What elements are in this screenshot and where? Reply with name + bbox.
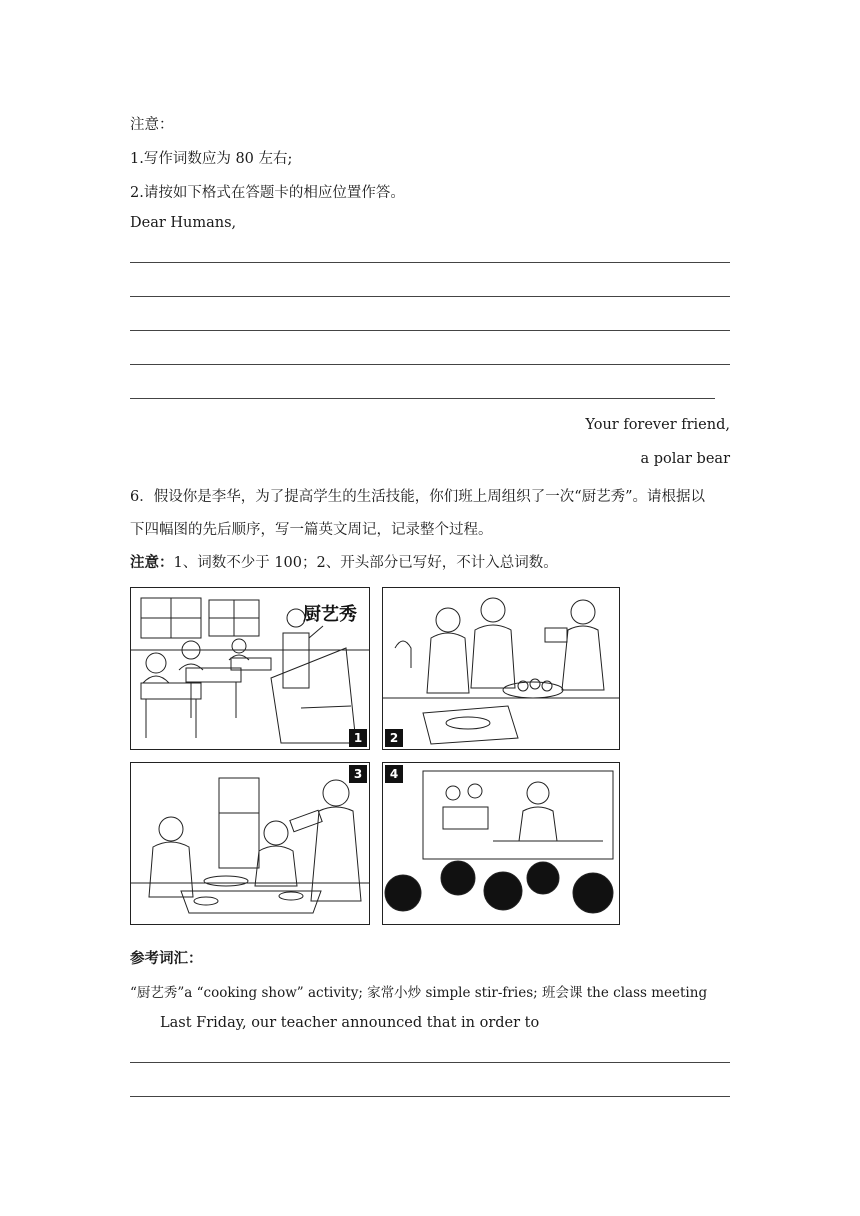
question-6-prompt-line-1: 6．假设你是李华，为了提高学生的生活技能，你们班上周组织了一次“厨艺秀”。请根据以 <box>130 489 706 505</box>
answer-line[interactable] <box>130 330 730 331</box>
panel-number-1: 1 <box>349 729 367 747</box>
panel-number-4: 4 <box>385 765 403 783</box>
vocab-line: “厨艺秀”a “cooking show” activity; 家常小炒 simple stir-fries; 班会课 the class meeting <box>130 985 708 1001</box>
answer-line[interactable] <box>130 398 715 399</box>
cooking-scene-icon <box>383 588 619 749</box>
rule-2: 2.请按如下格式在答题卡的相应位置作答。 <box>130 185 405 201</box>
signature: a polar bear <box>640 451 730 467</box>
note-label: 注意： <box>130 117 174 133</box>
answer-line[interactable] <box>130 296 730 297</box>
answer-line[interactable] <box>130 1062 730 1063</box>
note-text: 1、词数不少于 100；2、开头部分已写好，不计入总词数。 <box>173 555 558 571</box>
illustration-panel-4 <box>382 762 620 925</box>
illustration-panel-3 <box>130 762 370 925</box>
rule-1: 1.写作词数应为 80 左右; <box>130 151 293 167</box>
question-6-prompt-line-2: 下四幅图的先后顺序，写一篇英文周记，记录整个过程。 <box>130 522 493 538</box>
panel-number-3: 3 <box>349 765 367 783</box>
question-6-note <box>130 551 558 572</box>
salutation: Dear Humans, <box>130 215 237 231</box>
vocab-label: 参考词汇： <box>130 950 203 967</box>
tasting-scene-icon <box>131 763 369 924</box>
opening-sentence: Last Friday, our teacher announced that in order to <box>160 1015 540 1031</box>
answer-line[interactable] <box>130 262 730 263</box>
cooking-show-sign: 厨艺秀 <box>303 604 357 625</box>
illustration-panel-2 <box>382 587 620 750</box>
answer-line[interactable] <box>130 364 730 365</box>
panel-number-2: 2 <box>385 729 403 747</box>
class-meeting-scene-icon <box>383 763 619 924</box>
note-bold-label: 注意： <box>130 554 174 571</box>
answer-line[interactable] <box>130 1096 730 1097</box>
closing: Your forever friend, <box>585 417 730 433</box>
illustration-panel-1 <box>130 587 370 750</box>
